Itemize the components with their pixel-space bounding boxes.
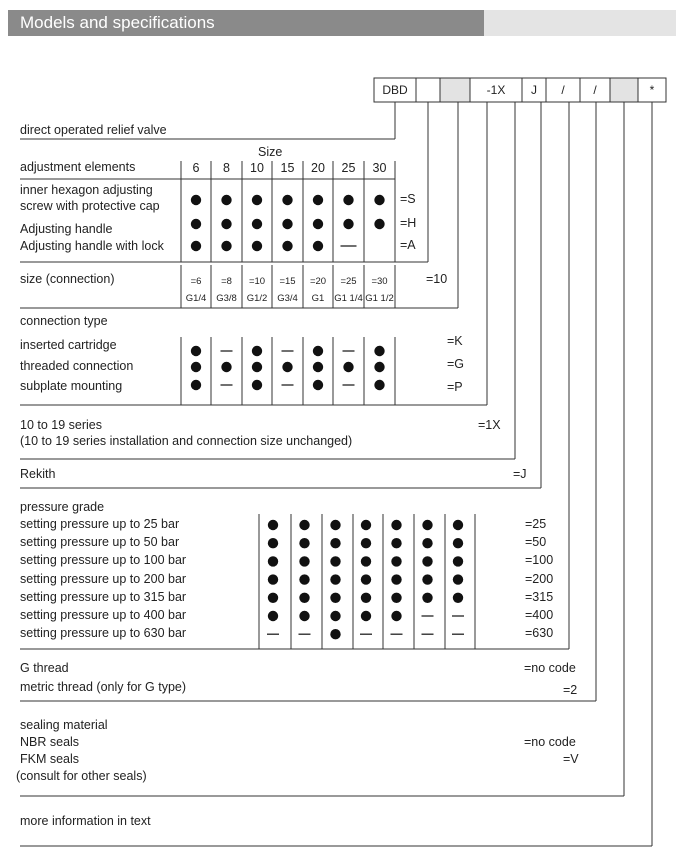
availability-dot [252, 346, 262, 356]
size-heading: Size [258, 145, 283, 159]
availability-dot [268, 556, 278, 566]
availability-dot [268, 611, 278, 621]
availability-dot [343, 195, 353, 205]
metric-thread-label: metric thread (only for G type) [20, 680, 187, 694]
pressure-row-label: setting pressure up to 25 bar [20, 517, 180, 531]
adjustment-row-label: inner hexagon adjusting [20, 183, 153, 197]
code-box-label: / [593, 83, 597, 97]
code-box-label: * [649, 83, 655, 97]
availability-dot [453, 574, 463, 584]
adjustment-code: =A [400, 238, 416, 252]
availability-dot [330, 574, 340, 584]
availability-dot [361, 520, 371, 530]
availability-dot [330, 593, 340, 603]
size-connection-label: size (connection) [20, 272, 115, 286]
code-box-label: / [561, 83, 565, 97]
availability-dot [191, 346, 201, 356]
availability-dot [282, 241, 292, 251]
nbr-seal-label: NBR seals [20, 735, 80, 749]
availability-dot [221, 241, 231, 251]
availability-dot [422, 593, 432, 603]
availability-dot [391, 574, 401, 584]
thread-size-cell: G1 [311, 293, 325, 304]
pressure-code: =400 [525, 608, 554, 622]
metric-thread-code: =2 [563, 683, 578, 697]
adjustment-heading: adjustment elements [20, 160, 136, 174]
adjustment-row-label: Adjusting handle [20, 222, 113, 236]
connection-type-code: =G [447, 357, 465, 371]
availability-dot [313, 346, 323, 356]
availability-dot [374, 219, 384, 229]
availability-dot [252, 380, 262, 390]
availability-dot [252, 195, 262, 205]
availability-dot [282, 219, 292, 229]
adjustment-code: =S [400, 192, 416, 206]
more-info-label: more information in text [20, 814, 151, 828]
availability-dot [361, 538, 371, 548]
availability-dot [268, 593, 278, 603]
size-code-cell: =10 [248, 276, 266, 287]
availability-dot [313, 362, 323, 372]
pressure-row-label: setting pressure up to 315 bar [20, 589, 187, 604]
availability-dot [330, 556, 340, 566]
size-code-cell: =6 [190, 276, 202, 287]
availability-dot [343, 219, 353, 229]
size-code-cell: =15 [279, 276, 296, 287]
availability-dot [391, 556, 401, 566]
pressure-code: =50 [525, 535, 547, 550]
availability-dot [299, 520, 309, 530]
size-column-header: 6 [192, 161, 200, 175]
availability-dot [361, 556, 371, 566]
size-column-header: 8 [223, 161, 230, 175]
pressure-code: =100 [525, 553, 554, 568]
availability-dot [268, 520, 278, 530]
size-code-cell: =20 [309, 276, 327, 287]
availability-dot [374, 362, 384, 372]
availability-dot [361, 574, 371, 584]
pressure-code: =315 [525, 589, 554, 604]
pressure-code: =200 [525, 571, 554, 586]
size-column-header: 20 [311, 161, 325, 175]
availability-dot [391, 520, 401, 530]
availability-dot [453, 556, 463, 566]
availability-dot [330, 629, 340, 639]
connection-type-row-label: inserted cartridge [20, 338, 117, 352]
code-box [610, 78, 638, 102]
availability-dot [422, 520, 432, 530]
availability-dot [191, 362, 201, 372]
code-box-label: J [531, 83, 537, 97]
availability-dot [453, 538, 463, 548]
thread-size-cell: G3/8 [216, 293, 237, 304]
availability-dot [361, 611, 371, 621]
adjustment-code: =H [400, 216, 417, 230]
availability-dot [422, 556, 432, 566]
g-thread-code: =no code [524, 661, 576, 675]
fkm-seal-code: =V [563, 752, 579, 766]
page-title: Models and specifications [20, 13, 215, 32]
availability-dot [374, 380, 384, 390]
adjustment-row-label: Adjusting handle with lock [20, 239, 164, 253]
thread-size-cell: G1 1/4 [334, 293, 363, 304]
pressure-row-label: setting pressure up to 100 bar [20, 553, 187, 568]
nbr-seal-code: =no code [524, 735, 576, 749]
rekith-code: =J [513, 467, 527, 481]
connection-type-code: =K [447, 334, 463, 348]
availability-dot [313, 380, 323, 390]
availability-dot [191, 219, 201, 229]
availability-dot [221, 219, 231, 229]
pressure-row-label: setting pressure up to 200 bar [20, 571, 187, 586]
size-column-header: 25 [341, 161, 356, 175]
availability-dot [191, 195, 201, 205]
code-box-label: DBD [382, 83, 408, 97]
pressure-row-label: setting pressure up to 630 bar [20, 626, 187, 641]
seal-heading: sealing material [20, 718, 108, 732]
availability-dot [268, 538, 278, 548]
availability-dot [221, 362, 231, 372]
size-column-header: 10 [250, 161, 264, 175]
pressure-row-label: setting pressure up to 50 bar [20, 535, 180, 550]
thread-size-cell: G1/4 [185, 293, 207, 304]
size-column-header: 30 [372, 161, 387, 175]
series-label: 10 to 19 series [20, 418, 102, 432]
code-box [416, 78, 440, 102]
connection-type-code: =P [447, 380, 463, 394]
code-box [440, 78, 470, 102]
pressure-code: =25 [525, 517, 547, 531]
thread-size-cell: G1 1/2 [365, 293, 394, 304]
thread-size-cell: G1/2 [246, 293, 268, 304]
availability-dot [313, 241, 323, 251]
size-code-cell: =8 [221, 276, 232, 287]
series-note: (10 to 19 series installation and connection size unchanged) [20, 434, 353, 448]
availability-dot [299, 593, 309, 603]
availability-dot [313, 219, 323, 229]
availability-dot [330, 611, 340, 621]
availability-dot [313, 195, 323, 205]
adjustment-row-label: screw with protective cap [20, 199, 160, 213]
availability-dot [374, 195, 384, 205]
size-column-header: 15 [280, 161, 295, 175]
availability-dot [374, 346, 384, 356]
pressure-heading: pressure grade [20, 500, 105, 514]
availability-dot [252, 362, 262, 372]
availability-dot [391, 593, 401, 603]
pressure-row-label: setting pressure up to 400 bar [20, 608, 187, 622]
valve-type-label: direct operated relief valve [20, 123, 167, 137]
rekith-label: Rekith [20, 467, 56, 481]
availability-dot [391, 611, 401, 621]
availability-dot [191, 380, 201, 390]
seal-note: (consult for other seals) [16, 769, 147, 783]
availability-dot [453, 593, 463, 603]
availability-dot [191, 241, 201, 251]
availability-dot [299, 556, 309, 566]
availability-dot [391, 538, 401, 548]
connection-type-row-label: subplate mounting [20, 379, 123, 393]
availability-dot [282, 362, 292, 372]
connection-type-heading: connection type [20, 314, 108, 328]
availability-dot [330, 520, 340, 530]
g-thread-label: G thread [20, 661, 69, 675]
size-code-cell: =25 [340, 276, 357, 287]
fkm-seal-label: FKM seals [20, 752, 80, 766]
availability-dot [453, 520, 463, 530]
availability-dot [299, 574, 309, 584]
availability-dot [299, 538, 309, 548]
code-box-label: -1X [486, 83, 506, 97]
size-code: =10 [426, 272, 448, 286]
series-code: =1X [478, 418, 501, 432]
availability-dot [422, 538, 432, 548]
availability-dot [252, 219, 262, 229]
availability-dot [268, 574, 278, 584]
connection-type-row-label: threaded connection [20, 359, 134, 373]
availability-dot [330, 538, 340, 548]
availability-dot [422, 574, 432, 584]
availability-dot [282, 195, 292, 205]
availability-dot [299, 611, 309, 621]
availability-dot [343, 362, 353, 372]
availability-dot [252, 241, 262, 251]
availability-dot [221, 195, 231, 205]
availability-dot [361, 593, 371, 603]
size-code-cell: =30 [371, 276, 388, 287]
pressure-code: =630 [525, 626, 554, 641]
thread-size-cell: G3/4 [277, 293, 298, 304]
